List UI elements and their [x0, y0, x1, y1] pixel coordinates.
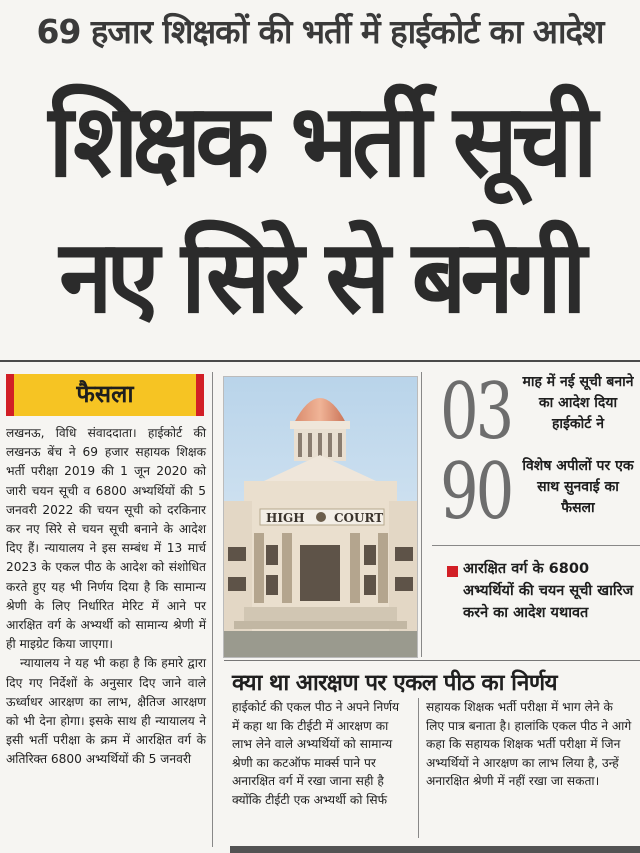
sub-article-column-1: हाईकोर्ट की एकल पीठ ने अपने निर्णय में कहा था कि टीईटी में आरक्षण का लाभ लेने वाले अभ्यर्थियों को सामान्य श्रेणी का कटऑफ मार्क्स पाने पर अनारक्षित वर्ग में रखा जाना सही है क्योंकि टीईटी एक अभ्यर्थी को सिर्फ [232, 700, 400, 807]
bottom-cut-off-text [230, 846, 640, 853]
stat-number-appeals: 90 [440, 447, 512, 537]
kicker-headline: 69 हजार शिक्षकों की भर्ती में हाईकोर्ट का आदेश [36, 12, 604, 51]
headline-divider [0, 360, 640, 362]
photo-sign-left: HIGH [266, 511, 305, 525]
bullet-point: आरक्षित वर्ग के 6800 अभ्यर्थियों की चयन सूची खारिज करने का आदेश यथावत [463, 561, 634, 621]
main-headline-line-1: शिक्षक भर्ती सूची [48, 82, 592, 200]
stat-text-months: माह में नई सूची बनाने का आदेश दिया हाईकोर्ट ने [522, 374, 634, 432]
sub-article-column-2: सहायक शिक्षक भर्ती परीक्षा में भाग लेने के लिए पात्र बनाता है। हालांकि एकल पीठ ने आगे कहा कि सहायक शिक्षक भर्ती परीक्षा में जिन अभ्यर्थियों ने आरक्षण का लाभ लिया है, उन्हें अनारक्षित श्रेणी में नहीं रखा जा सकता। [426, 700, 632, 789]
high-court-building-image [224, 377, 417, 657]
sub-column-divider [418, 698, 419, 838]
emblem-icon [316, 512, 326, 522]
article-paragraph-2: न्यायालय ने यह भी कहा है कि हमारे द्वारा दिए गए निर्देशों के अनुसार दिए जाने वाले ऊर्ध्वाधर आरक्षण का लाभ, क्षैतिज आरक्षण को भी देना होगा। इसके साथ ही न्यायालय ने इसी भर्ती परीक्षा के क्रम में आरक्षित वर्ग के अतिरिक्त 6800 अभ्यर्थियों की 5 जनवरी [6, 656, 206, 767]
column-divider [212, 372, 213, 847]
column-divider-2 [421, 372, 422, 657]
stats-divider [432, 545, 640, 546]
main-headline-line-2: नए सिरे से बनेगी [59, 218, 581, 336]
article-paragraph-1: लखनऊ, विधि संवाददाता। हाईकोर्ट की लखनऊ बेंच ने 69 हजार सहायक शिक्षक भर्ती परीक्षा 2019 की 1 जून 2020 को जारी चयन सूची व 6800 अभ्यर्थियों की 5 जनवरी 2022 की चयन सूची को दरकिनार कर नए सिरे से चयन सूची बनाने के आदेश दिए हैं। न्यायालय ने इस सम्बंध में 13 मार्च 2023 के एकल पीठ के आदेश को संशोधित करते हुए यह भी निर्णय दिया है कि सामान्य श्रेणी के लिए निर्धारित मेरिट में आने पर आरक्षित वर्ग के अभ्यर्थी को सामान्य श्रेणी में ही माइग्रेट किया जाएगा। [6, 426, 206, 652]
high-court-photo [223, 376, 418, 658]
article-body [6, 424, 206, 770]
sub-article-top-rule [224, 660, 640, 661]
stat-number-months: 03 [440, 367, 512, 457]
stat-text-appeals: विशेष अपीलों पर एक साथ सुनवाई का फैसला [522, 458, 634, 516]
photo-sign-right: COURT [334, 511, 384, 525]
section-label: फैसला [6, 374, 204, 416]
sub-headline: क्या था आरक्षण पर एकल पीठ का निर्णय [232, 670, 557, 696]
bullet-square-icon [447, 566, 458, 577]
